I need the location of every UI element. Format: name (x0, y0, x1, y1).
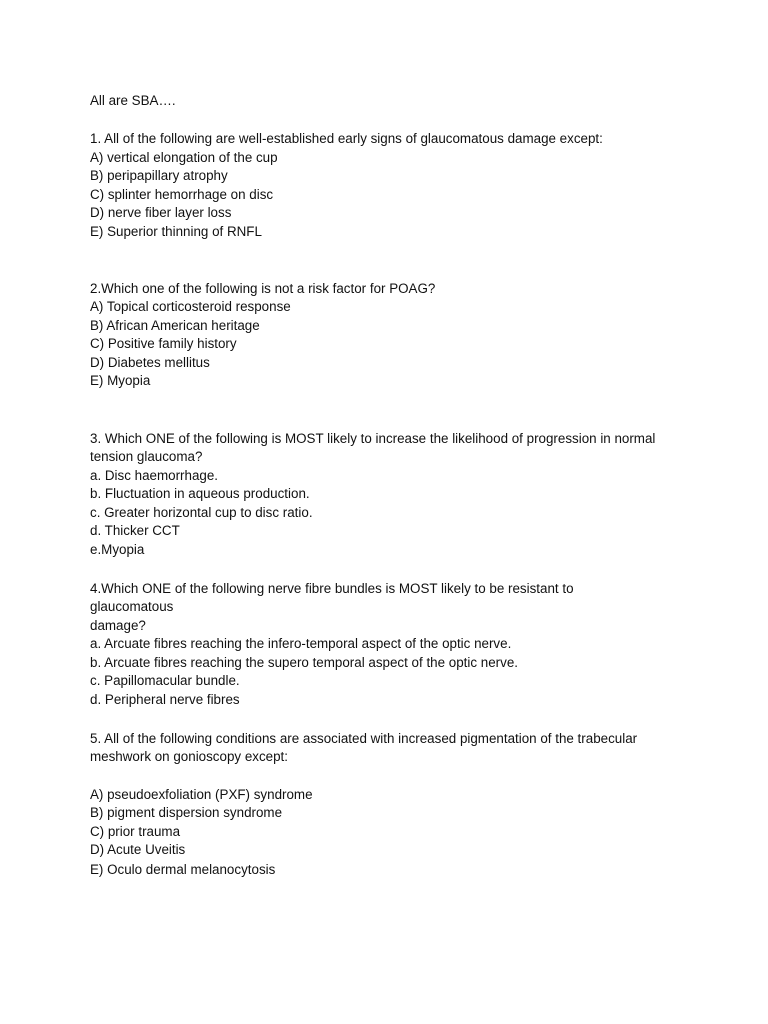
question-2-option-b: B) African American heritage (90, 317, 260, 333)
question-2-option-c: C) Positive family history (90, 336, 237, 351)
question-5-stem-line-1: 5. All of the following conditions are associated with increased pigmentation of the trabecular (90, 730, 638, 746)
question-4-option-d: d. Peripheral nerve fibres (90, 692, 240, 707)
question-2-option-e: E) Myopia (90, 373, 151, 388)
question-3-option-d: d. Thicker CCT (90, 523, 180, 538)
question-4-stem-line-2: glaucomatous (90, 599, 174, 614)
question-2-option-d: D) Diabetes mellitus (90, 354, 210, 370)
question-1-option-d: D) nerve fiber layer loss (90, 205, 232, 220)
question-4-stem-line-3: damage? (90, 617, 146, 633)
question-5-option-e: E) Oculo dermal melanocytosis (90, 861, 276, 877)
question-2-stem: 2.Which one of the following is not a risk factor for POAG? (90, 280, 436, 296)
question-1-option-a: A) vertical elongation of the cup (90, 149, 278, 165)
question-3-stem-line-1: 3. Which ONE of the following is MOST likely to increase the likelihood of progression in normal (90, 430, 656, 446)
question-4-option-a: a. Arcuate fibres reaching the infero-temporal aspect of the optic nerve. (90, 636, 512, 651)
question-3-option-b: b. Fluctuation in aqueous production. (90, 486, 310, 501)
question-4-stem-line-1: 4.Which ONE of the following nerve fibre bundles is MOST likely to be resistant to (90, 580, 574, 596)
question-2-option-a: A) Topical corticosteroid response (90, 299, 291, 314)
question-3-option-e: e.Myopia (90, 542, 145, 557)
question-4-option-c: c. Papillomacular bundle. (90, 673, 240, 688)
question-4-option-b: b. Arcuate fibres reaching the supero temporal aspect of the optic nerve. (90, 654, 519, 670)
question-3-option-a: a. Disc haemorrhage. (90, 467, 219, 483)
question-5-option-b: B) pigment dispersion syndrome (90, 805, 283, 820)
question-1-stem: 1. All of the following are well-established early signs of glaucomatous damage except: (90, 131, 603, 146)
question-3-option-c: c. Greater horizontal cup to disc ratio. (90, 504, 313, 520)
question-1-option-b: B) peripapillary atrophy (90, 168, 228, 183)
question-1-option-e: E) Superior thinning of RNFL (90, 223, 262, 239)
question-5-option-d: D) Acute Uveitis (90, 842, 186, 857)
question-3-stem-line-2: tension glaucoma? (90, 449, 203, 464)
question-1-option-c: C) splinter hemorrhage on disc (90, 186, 274, 202)
intro-text: All are SBA…. (90, 93, 176, 108)
question-5-option-c: C) prior trauma (90, 823, 181, 839)
question-5-stem-line-2: meshwork on gonioscopy except: (90, 749, 288, 764)
question-5-option-a: A) pseudoexfoliation (PXF) syndrome (90, 786, 313, 802)
